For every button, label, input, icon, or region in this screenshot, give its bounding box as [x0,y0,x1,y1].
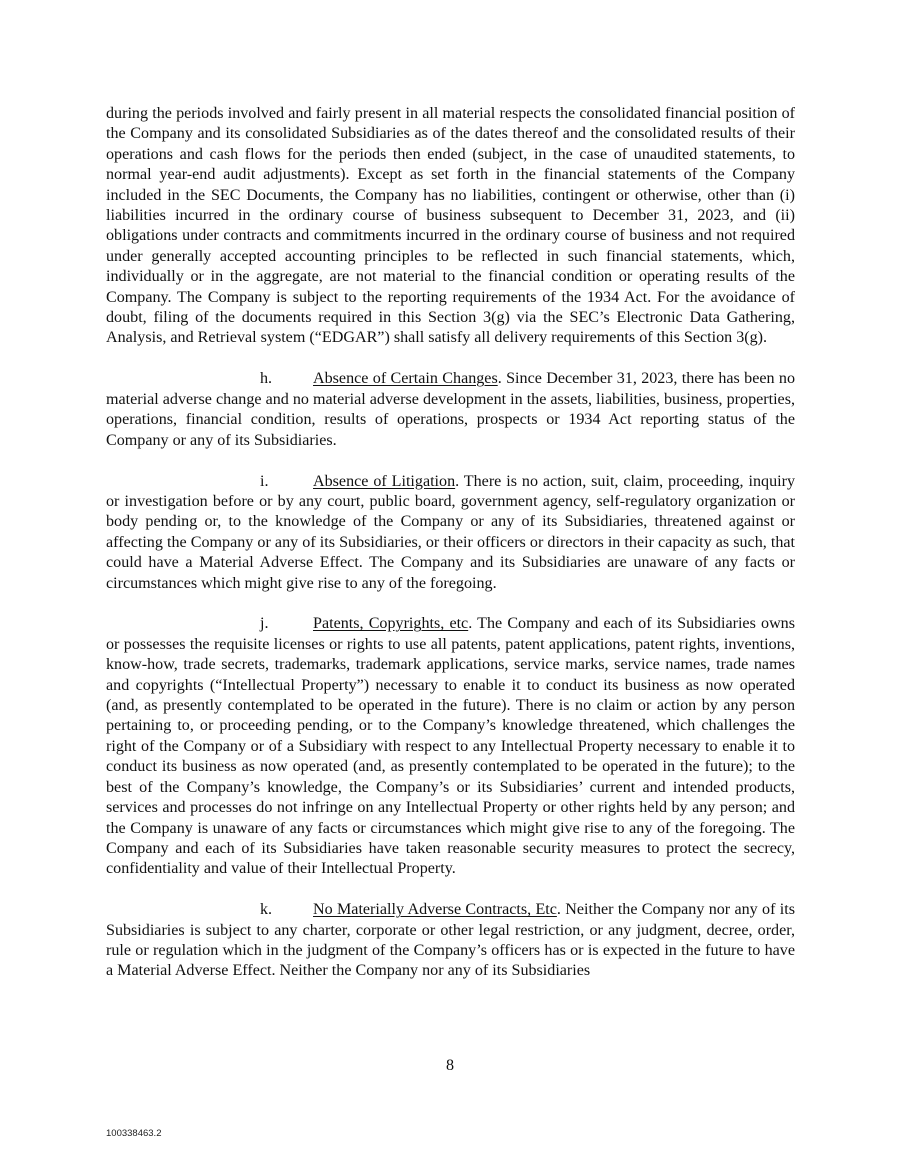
section-i-paragraph [106,472,795,594]
section-k-body: . Neither the Company nor any of its Subsidiaries is subject to any charter, corporate or other legal restriction, or any judgment, decree, order, rule or regulation which in the judgment of the Company’s officers has or is expected in the future to have a Material Adverse Effect. Neither the Company nor any of its Subsidiaries [106,901,795,980]
section-k-paragraph [106,900,795,982]
section-i-heading: Absence of Litigation [313,472,456,490]
continuation-paragraph: during the periods involved and fairly present in all material respects the consolidated financial position of the Company and its consolidated Subsidiaries as of the dates thereof and the consolidated results of their operations and cash flows for the periods then ended (subject, in the case of unaudited statements, to normal year-end audit adjustments). Except as set forth in the financial statements of the Company included in the SEC Documents, the Company has no liabilities, contingent or otherwise, other than (i) liabilities incurred in the ordinary course of business subsequent to December 31, 2023, and (ii) obligations under contracts and commitments incurred in the ordinary course of business and not required under generally accepted accounting principles to be reflected in such financial statements, which, individually or in the aggregate, are not material to the financial condition or operating results of the Company. The Company is subject to the reporting requirements of the 1934 Act. For the avoidance of doubt, filing of the documents required in this Section 3(g) via the SEC’s Electronic Data Gathering, Analysis, and Retrieval system (“EDGAR”) shall satisfy all delivery requirements of this Section 3(g). [106,105,795,347]
section-i-letter: i. [260,472,269,490]
section-j-paragraph [106,614,795,879]
section-j-heading: Patents, Copyrights, etc [313,615,469,633]
section-i-body: . There is no action, suit, claim, proceeding, inquiry or investigation before or by any court, public board, government agency, self-regulatory organization or body pending or, to the knowledge of the Company or any of its Subsidiaries, threatened against or affecting the Company or any of its Subsidiaries, or their officers or directors in their capacity as such, that could have a Material Adverse Effect. The Company and its Subsidiaries are unaware of any facts or circumstances which might give rise to any of the foregoing. [106,472,795,592]
section-h-body: . Since December 31, 2023, there has been no material adverse change and no material adverse development in the assets, liabilities, business, properties, operations, financial condition, results of operations, prospects or 1934 Act reporting status of the Company or any of its Subsidiaries. [106,370,795,449]
section-j-letter: j. [260,615,269,633]
section-j-body: . The Company and each of its Subsidiaries owns or possesses the requisite licenses or rights to use all patents, patent applications, patent rights, inventions, know-how, trade secrets, trademarks, trademark applications, service marks, service names, trade names and copyrights (“Intellectual Property”) necessary to enable it to conduct its business as now operated (and, as presently contemplated to be operated in the future). There is no claim or action by any person pertaining to, or proceeding pending, or to the Company’s knowledge threatened, which challenges the right of the Company or of a Subsidiary with respect to any Intellectual Property necessary to enable it to conduct its business as now operated (and, as presently contemplated to be operated in the future); to the best of the Company’s knowledge, the Company’s or its Subsidiaries’ current and intended products, services and processes do not infringe on any Intellectual Property or other rights held by any person; and the Company is unaware of any facts or circumstances which might give rise to any of the foregoing. The Company and each of its Subsidiaries have taken reasonable security measures to protect the secrecy, confidentiality and value of their Intellectual Property. [106,615,795,878]
document-body [106,104,795,1002]
document-id: 100338463.2 [106,1128,162,1139]
section-h-letter: h. [260,370,273,388]
section-h-heading: Absence of Certain Changes [313,370,498,388]
page-number: 8 [445,1057,455,1074]
section-h-paragraph [106,369,795,451]
section-k-letter: k. [260,901,273,919]
section-k-heading: No Materially Adverse Contracts, Etc [313,901,557,919]
